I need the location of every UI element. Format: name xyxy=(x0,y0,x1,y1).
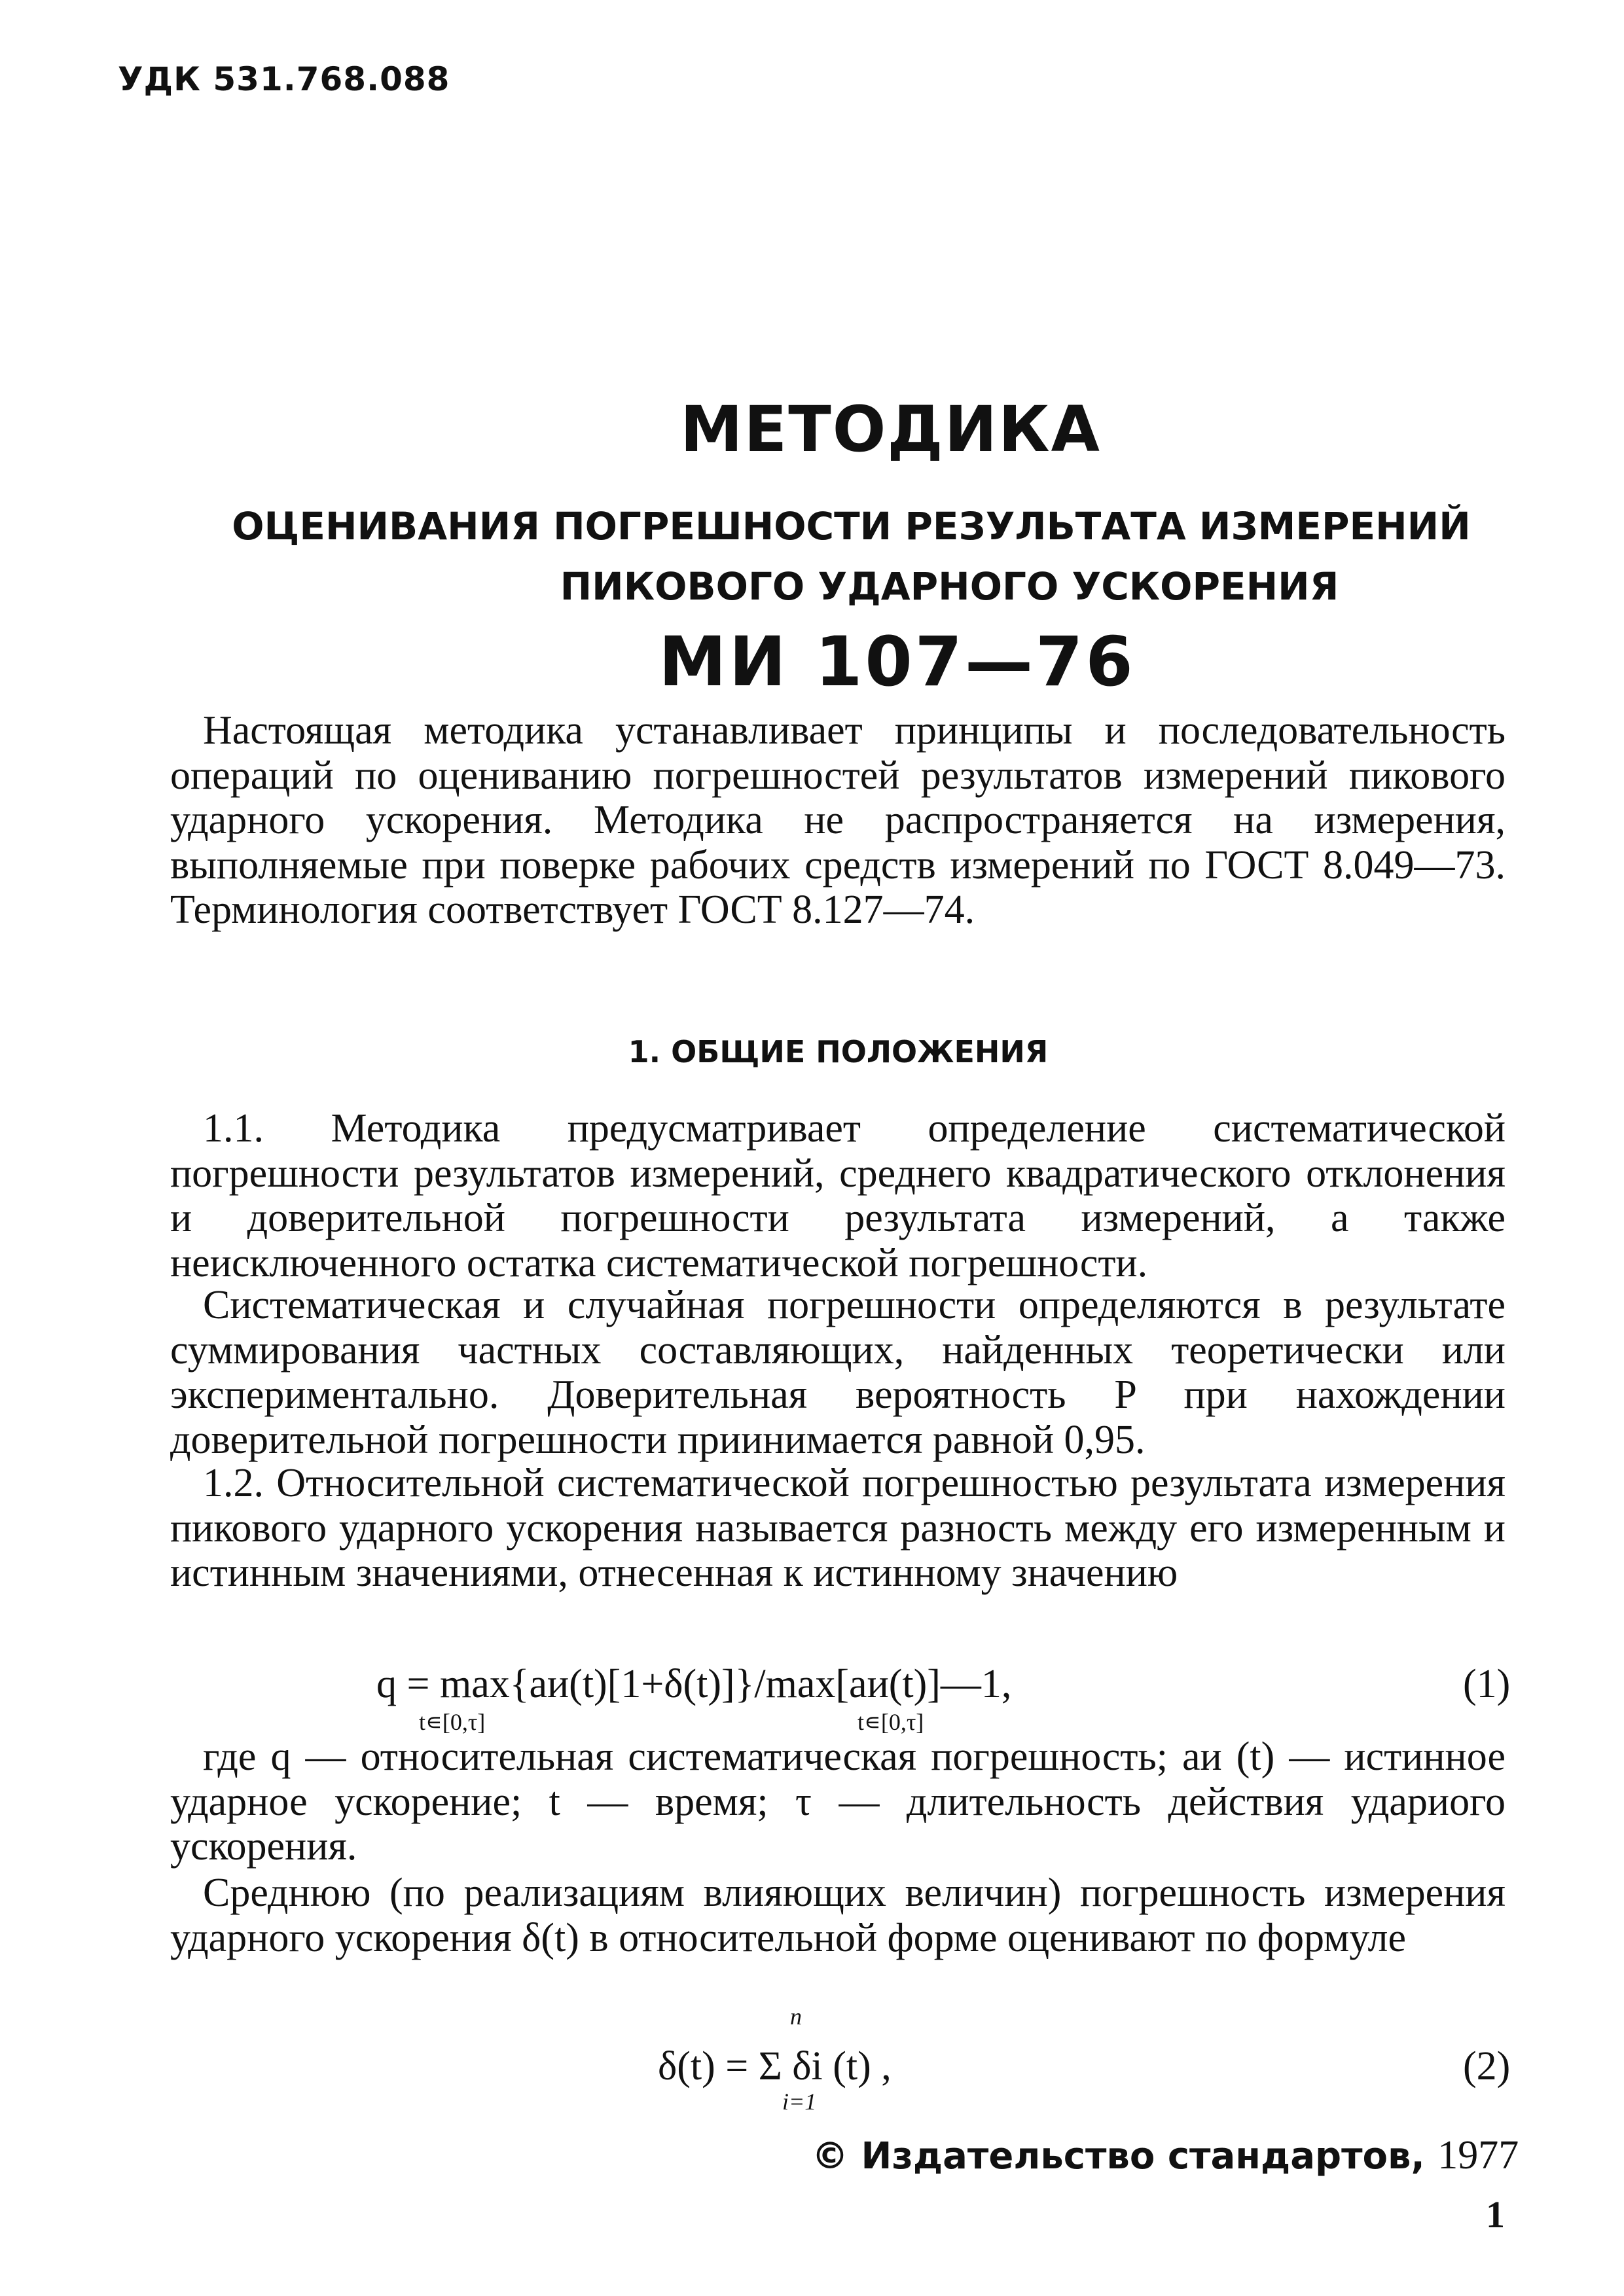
document-code: МИ 107—76 xyxy=(659,622,1136,702)
formula-1-sub-right: t∊[0,τ] xyxy=(857,1709,924,1735)
formula-1: q = max{aи(t)[1+δ(t)]}/max[aи(t)]—1, xyxy=(376,1662,1012,1706)
section-heading: 1. ОБЩИЕ ПОЛОЖЕНИЯ xyxy=(628,1034,1049,1069)
document-title: МЕТОДИКА xyxy=(680,393,1101,466)
formula-2-number: (2) xyxy=(1463,2044,1511,2089)
paragraph-1-1-continued: Систематическая и случайная погрешности определяются в результате суммирования частных составляющих, найденных теоретически или экспериментально. Доверительная вероятность P при нахождении доверительной погрешности приинимается равной 0,95. xyxy=(170,1283,1506,1462)
paragraph-where: где q — относительная систематическая погрешность; aи (t) — истинное ударное ускорение; t — время; τ — длительность действия удариого ускорения. xyxy=(170,1734,1506,1869)
copyright-year: 1977 xyxy=(1437,2133,1519,2178)
paragraph-mean-error: Среднюю (по реализациям влияющих величин) погрешность измерения ударного ускорения δ(t) в относительной форме оценивают по формуле xyxy=(170,1871,1506,1960)
formula-1-number: (1) xyxy=(1463,1662,1511,1706)
formula-2-upper-limit: n xyxy=(790,2003,802,2030)
copyright-text: © Издательство стандартов, xyxy=(812,2135,1425,2178)
intro-paragraph: Настоящая методика устанавливает принципы и последовательность операций по оцениванию погрешностей результатов измерений пикового ударного ускорения. Методика не распространяется на измерения, выполняемые при поверке рабочих средств измерений по ГОСТ 8.049—73. Терминология соответствует ГОСТ 8.127—74. xyxy=(170,708,1506,932)
document-subtitle-line-1: ОЦЕНИВАНИЯ ПОГРЕШНОСТИ РЕЗУЛЬТАТА ИЗМЕРЕНИЙ xyxy=(232,504,1471,548)
paragraph-1-2: 1.2. Относительной систематической погрешностью результата измерения пикового ударного ускорения называется разность между его измеренным и истинным значениями, отнесенная к истинному значению xyxy=(170,1461,1506,1595)
formula-2-lower-limit: i=1 xyxy=(782,2089,817,2115)
udk-code: УДК 531.768.088 xyxy=(118,60,450,98)
page-number: 1 xyxy=(1486,2193,1505,2236)
copyright-line xyxy=(812,2132,1519,2179)
document-subtitle-line-2: ПИКОВОГО УДАРНОГО УСКОРЕНИЯ xyxy=(560,564,1339,609)
formula-1-sub-left: t∊[0,τ] xyxy=(419,1709,486,1735)
paragraph-1-1: 1.1. Методика предусматривает определение систематической погрешности результатов измерений, среднего квадратического отклонения и доверительной погрешности результата измерений, а также неисключенного остатка систематической погрешности. xyxy=(170,1106,1506,1285)
formula-2: δ(t) = Σ δi (t) , xyxy=(658,2044,892,2089)
